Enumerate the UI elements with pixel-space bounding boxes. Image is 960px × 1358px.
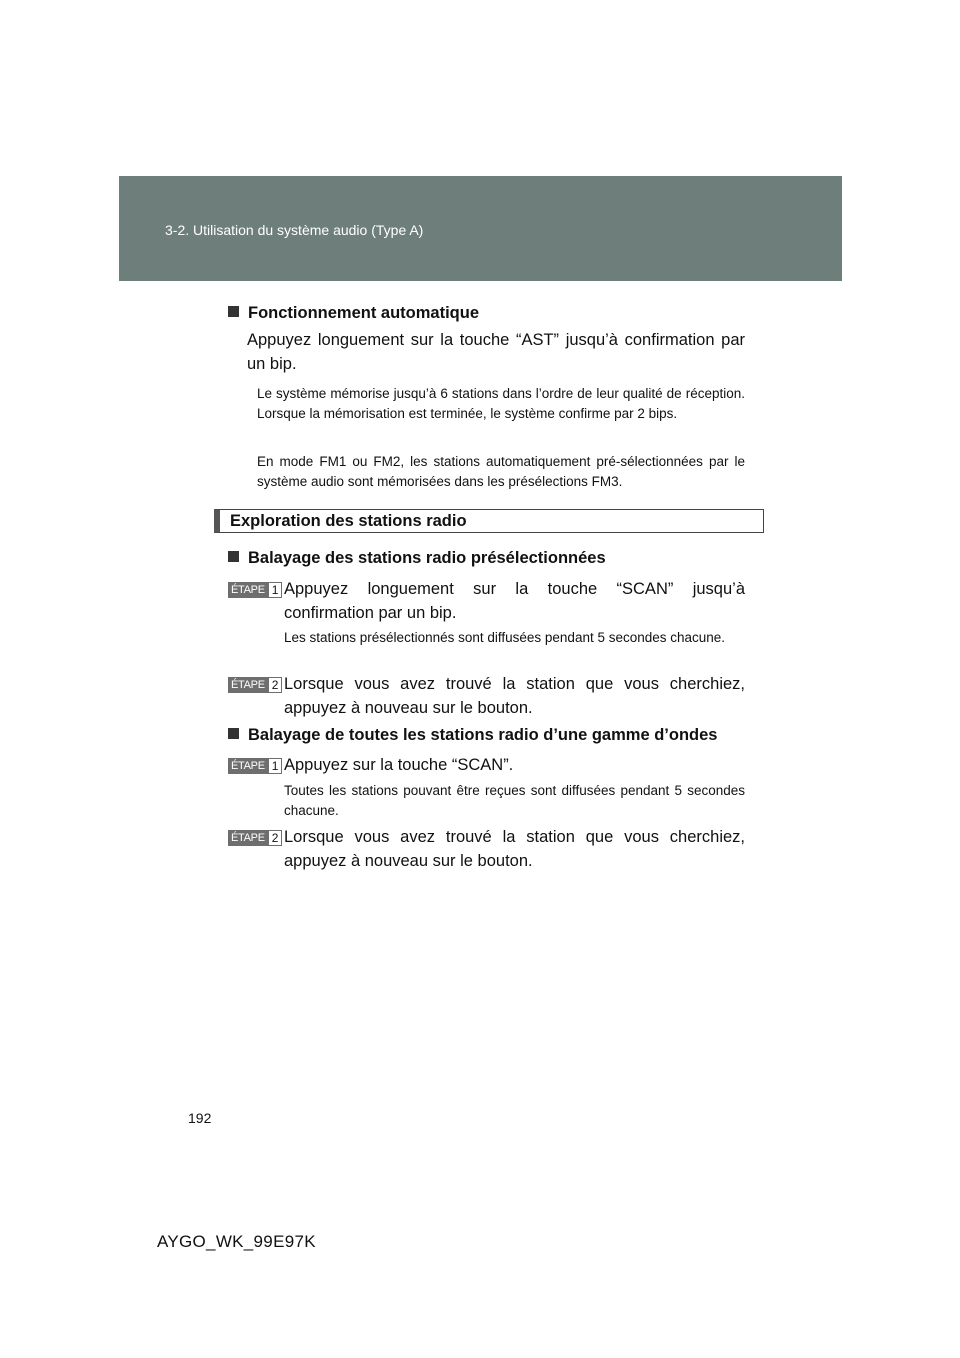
step-band-1-note: Toutes les stations pouvant être reçues sont diffusées pendant 5 secondes chacune. (284, 783, 745, 818)
section-box-title: Exploration des stations radio (214, 509, 764, 533)
step-number: 1 (268, 582, 283, 598)
section-heading-auto (228, 304, 479, 323)
auto-instruction: Appuyez longuement sur la touche “AST” jusqu’à confirmation par un bip. (247, 331, 745, 373)
square-bullet-icon (228, 551, 239, 562)
document-code: AYGO_WK_99E97K (157, 1232, 316, 1251)
step-badge-preset-1 (228, 582, 282, 598)
page-number: 192 (188, 1110, 212, 1126)
step-number: 2 (268, 830, 283, 846)
section-heading-preset (228, 549, 606, 568)
section-heading-band (228, 726, 717, 745)
step-label: ÉTAPE (228, 758, 268, 774)
step-preset-1-note: Les stations présélectionnés sont diffusées pendant 5 secondes chacune. (284, 630, 726, 645)
step-badge-preset-2 (228, 677, 282, 693)
step-number: 1 (268, 758, 283, 774)
breadcrumb: 3-2. Utilisation du système audio (Type A) (165, 222, 424, 238)
step-band-2-text: Lorsque vous avez trouvé la station que vous cherchiez, appuyez à nouveau sur le bouton. (284, 828, 745, 870)
square-bullet-icon (228, 728, 239, 739)
step-preset-2-text: Lorsque vous avez trouvé la station que vous cherchiez, appuyez à nouveau sur le bouton. (284, 675, 745, 717)
square-bullet-icon (228, 306, 239, 317)
step-band-1-text: Appuyez sur la touche “SCAN”. (284, 756, 514, 774)
step-label: ÉTAPE (228, 582, 268, 598)
section-heading-auto-label: Fonctionnement automatique (248, 304, 479, 322)
step-preset-1-text: Appuyez longuement sur la touche “SCAN” jusqu’à confirmation par un bip. (284, 580, 745, 622)
auto-note-1: Le système mémorise jusqu’à 6 stations dans l’ordre de leur qualité de réception. Lorsque la mémorisation est terminée, le système confirme par 2 bips. (257, 386, 745, 421)
auto-note-2: En mode FM1 ou FM2, les stations automatiquement pré-sélectionnées par le système audio sont mémorisées dans les présélections FM3. (257, 454, 745, 489)
step-label: ÉTAPE (228, 677, 268, 693)
section-heading-preset-label: Balayage des stations radio présélectionnées (248, 549, 606, 567)
step-number: 2 (268, 677, 283, 693)
step-label: ÉTAPE (228, 830, 268, 846)
section-heading-band-label: Balayage de toutes les stations radio d’une gamme d’ondes (248, 726, 718, 744)
step-badge-band-2 (228, 830, 282, 846)
step-badge-band-1 (228, 758, 282, 774)
